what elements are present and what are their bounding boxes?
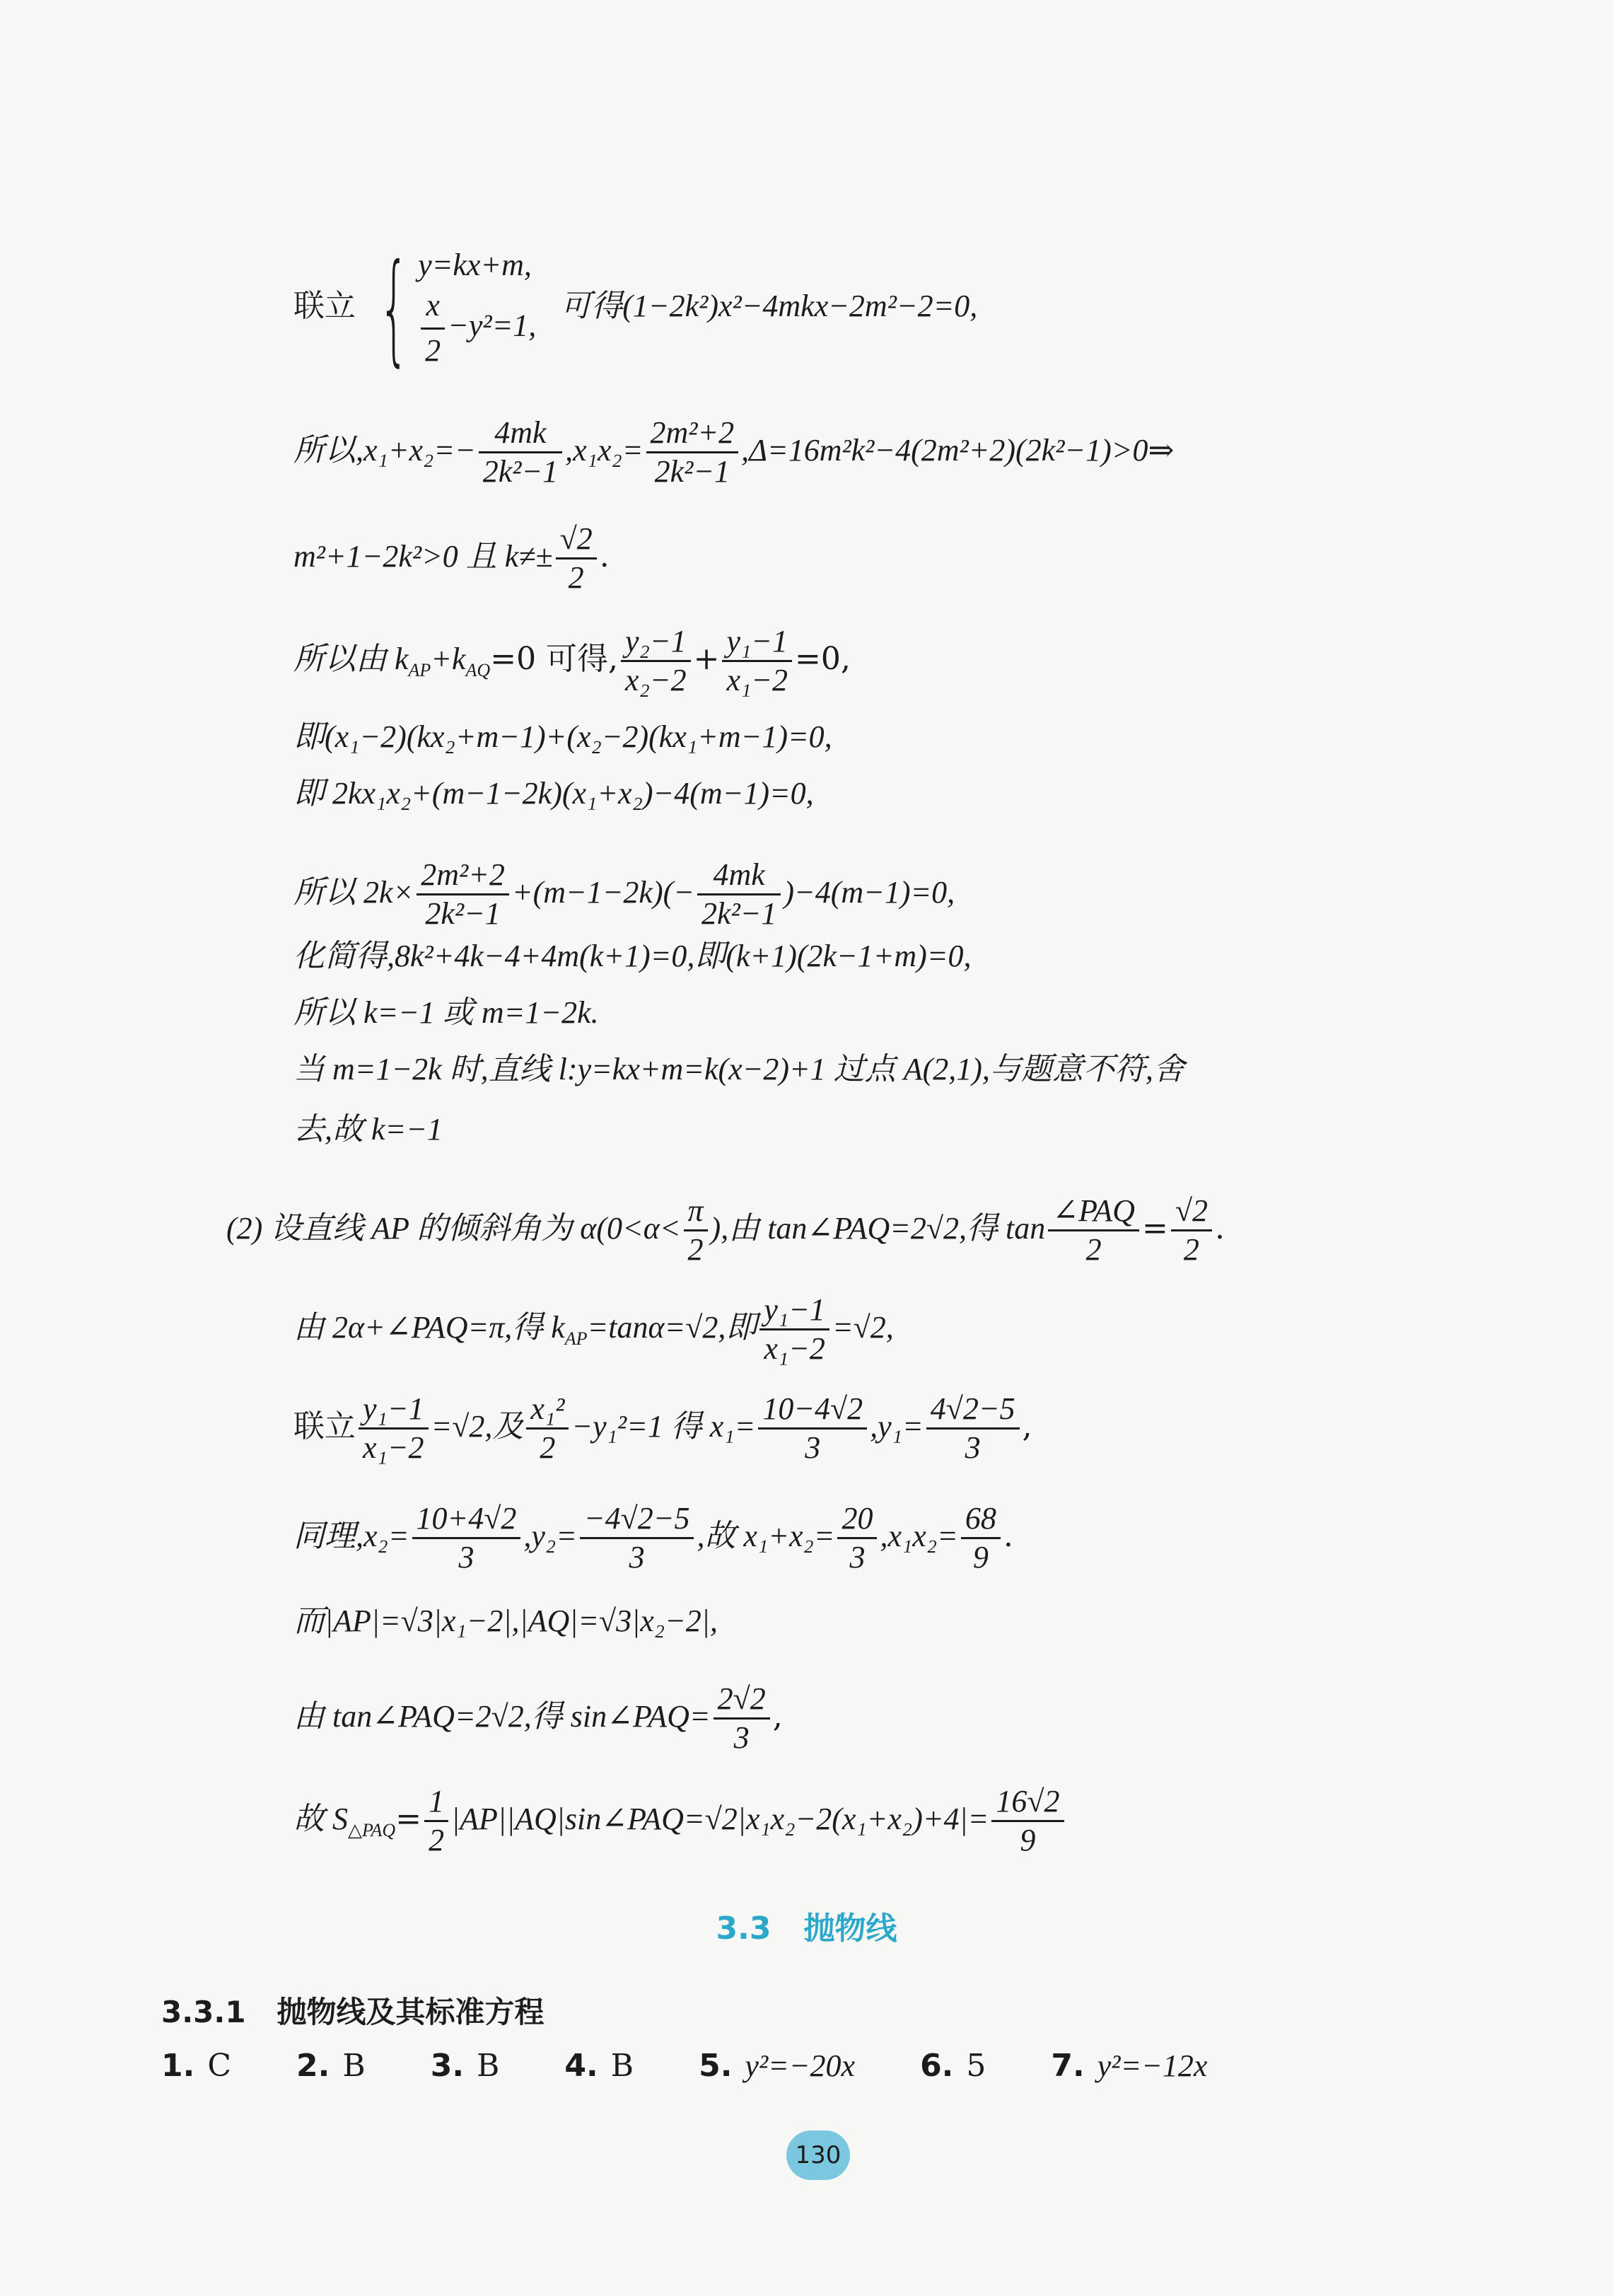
answer-item: 4. B bbox=[564, 2048, 634, 2084]
text: 联立 bbox=[293, 288, 356, 325]
math-line: 所以,x₁+x₂=− $\frac{4mk}{\text{2k²−1}}$ ,x₁x₂= $\frac{\text{2m²+2}}{\text{2k²−1}}$ ,Δ=16m²k²−4(2m²+2)(2k²−1)>0⇒ bbox=[293, 415, 1175, 489]
section-title: 3.3 抛物线 bbox=[716, 1911, 897, 1947]
equation-system bbox=[418, 244, 536, 372]
page-number-badge: 130 bbox=[786, 2130, 850, 2180]
answer-item: 3. B bbox=[430, 2048, 500, 2084]
math-line: 所以 k=−1 或 m=1−2k. bbox=[293, 995, 599, 1030]
math-line: 同理,x₂= $\frac{10+4√2}{3}$ ,y₂= $\frac{-4√2-5}{3}$ ,故 x₁+x₂= $\frac{20}{3}$ ,x₁x₂= $\frac{68}{9}$ . bbox=[293, 1501, 1013, 1575]
math-line: 联立 $\frac{\text{y₁−1}}{\text{x₁−2}}$ =√2,及 $\frac{\text{x₁²}}{2}$ −y₁²=1 得 x₁= $\frac{10-4√2}{3}$ ,y₁= $\frac{4√2-5}{3}$ , bbox=[293, 1391, 1032, 1465]
left-brace-icon: { bbox=[378, 238, 409, 378]
math-line: 即(x₁−2)(kx₂+m−1)+(x₂−2)(kx₁+m−1)=0, bbox=[293, 719, 832, 754]
answer-item: 1. C bbox=[161, 2048, 232, 2084]
math-line: 化简得,8k²+4k−4+4m(k+1)=0,即(k+1)(2k−1+m)=0, bbox=[293, 939, 972, 973]
math-line: 去,故 k=−1 bbox=[293, 1112, 443, 1147]
equation: $\frac{x}{2}$ −y²=1, bbox=[418, 287, 536, 370]
math-line: 由 2α+∠PAQ=π,得 $k_{AP}=\tan\alpha=√2$,即 $\frac{\text{y₁−1}}{\text{x₁−2}}$ =√2, bbox=[293, 1292, 894, 1366]
math-line: 而|AP|=√3|x₁−2|,|AQ|=√3|x₂−2|, bbox=[293, 1604, 718, 1638]
math-line: 所以 2k× $\frac{\text{2m²+2}}{\text{2k²−1}}$ +(m−1−2k)(− $\frac{4mk}{\text{2k²−1}}$ )−4(m−1)=0, bbox=[293, 857, 955, 931]
answer-item: 5. y²=−20x bbox=[699, 2048, 856, 2084]
answer-item: 2. B bbox=[296, 2048, 366, 2084]
text: 可得(1−2k²)x²−4mkx−2m²−2=0, bbox=[560, 289, 978, 324]
system-line bbox=[293, 238, 978, 378]
math-line: (2) 设直线 AP 的倾斜角为 α(0<α< $\frac{\pi}{2}$ ),由 tan∠PAQ=2√2,得 tan $\frac{\text{∠PAQ}}{2}$ = $\frac{√2}{2}$ . bbox=[226, 1193, 1225, 1267]
subsection-title: 3.3.1 抛物线及其标准方程 bbox=[161, 1995, 545, 2029]
math-line: 所以由 $k_{AP}+k_{AQ}=0$ 可得, $\frac{\text{y₂−1}}{\text{x₂−2}}$ + $\frac{\text{y₁−1}}{\text{x₁−2}}$ =0, bbox=[293, 624, 851, 697]
math-line: 即 2kx₁x₂+(m−1−2k)(x₁+x₂)−4(m−1)=0, bbox=[293, 776, 814, 811]
math-line: 故 $S_{\triangle PAQ}=$ $\frac{1}{2}$ |AP||AQ|sin∠PAQ=√2|x₁x₂−2(x₁+x₂)+4|= $\frac{16√2}{9}$ bbox=[293, 1786, 1067, 1856]
math-line: m²+1−2k²>0 且 k≠± $\frac{√2}{2}$ . bbox=[293, 521, 610, 595]
math-line: 当 m=1−2k 时,直线 l:y=kx+m=k(x−2)+1 过点 A(2,1),与题意不符,舍 bbox=[293, 1052, 1184, 1086]
answers-row bbox=[161, 2048, 1262, 2084]
answer-item: 6. 5 bbox=[920, 2048, 986, 2084]
math-line: 由 tan∠PAQ=2√2,得 sin∠PAQ= $\frac{2√2}{3}$ , bbox=[293, 1681, 783, 1755]
answer-item: 7. y²=−12x bbox=[1051, 2048, 1208, 2084]
equation: y=kx+m, bbox=[418, 248, 532, 282]
